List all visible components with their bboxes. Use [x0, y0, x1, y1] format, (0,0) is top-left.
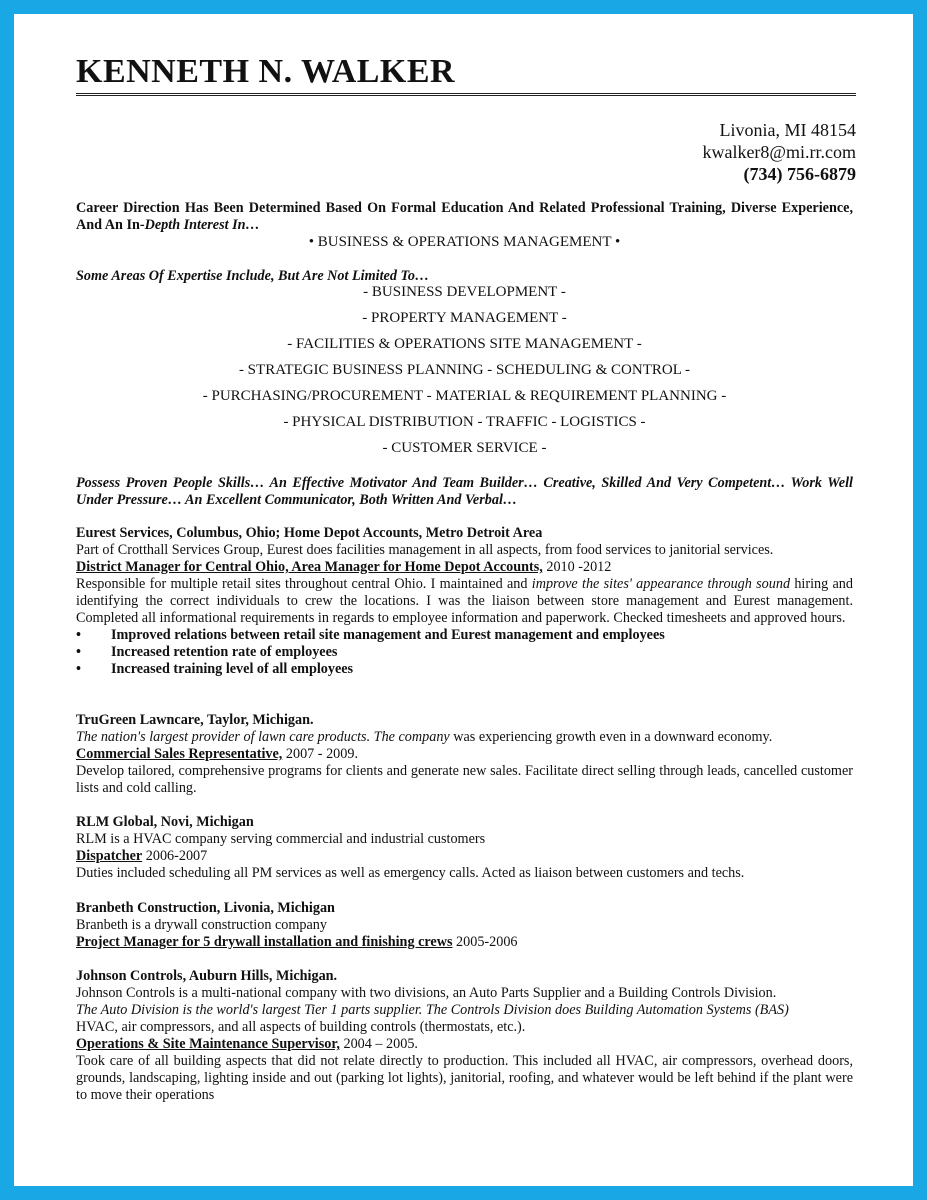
- job-johnson: [76, 968, 853, 1104]
- job-duties-italic: improve the sites' appearance through sound: [531, 576, 791, 592]
- job-dates: 2010 -2012: [542, 559, 612, 575]
- job-dates: 2004 – 2005.: [339, 1036, 418, 1052]
- expertise-item: - PURCHASING/PROCUREMENT - MATERIAL & REQUIREMENT PLANNING -: [202, 388, 727, 404]
- job-duties-text: Responsible for multiple retail sites throughout central Ohio. I maintained and: [76, 576, 532, 592]
- job-description-italic: The Auto Division is the world's largest Tier 1 parts supplier. The Controls Division does Building Automation Systems (BAS): [76, 1002, 789, 1018]
- job-duties: Develop tailored, comprehensive programs for clients and generate new sales. Facilitate direct selling through leads, cancelled customer lists and cold calling.: [76, 763, 853, 796]
- page-frame: [14, 14, 913, 1186]
- achievement-item: • Increased retention rate of employees: [76, 644, 853, 661]
- expertise-item: - CUSTOMER SERVICE -: [382, 440, 547, 456]
- job-trugreen: [76, 712, 853, 797]
- job-title-line: [76, 1036, 853, 1053]
- job-title: Commercial Sales Representative,: [76, 746, 283, 762]
- expertise-list: [76, 279, 853, 461]
- job-title-line: [76, 934, 853, 951]
- job-description: Part of Crotthall Services Group, Eurest does facilities management in all aspects, from food services to janitorial services.: [76, 542, 774, 558]
- job-duties: Took care of all building aspects that did not relate directly to production. This included all HVAC, air compressors, overhead doors, grounds, landscaping, lighting inside and out (parking lot lights), janitorial, roofing, and whatever would be left behind if the plant were to move their operations: [76, 1053, 853, 1103]
- job-title: District Manager for Central Ohio, Area Manager for Home Depot Accounts,: [76, 559, 543, 575]
- resume-page: [14, 14, 913, 1186]
- job-company: Johnson Controls, Auburn Hills, Michigan.: [76, 968, 338, 984]
- job-eurest: [76, 525, 853, 678]
- job-title: Project Manager for 5 drywall installation and finishing crews: [76, 934, 453, 950]
- job-duties: Duties included scheduling all PM services as well as emergency calls. Acted as liaison between customers and techs.: [76, 865, 745, 881]
- job-dates: 2005-2006: [452, 934, 518, 950]
- job-title-line: [76, 746, 853, 763]
- job-description: Johnson Controls is a multi-national company with two divisions, an Auto Parts Supplier and a Building Controls Division.: [76, 985, 777, 1001]
- achievement-item: • Improved relations between retail site management and Eurest management and employees: [76, 627, 853, 644]
- job-dates: 2007 - 2009.: [282, 746, 358, 762]
- job-achievements: [76, 627, 853, 678]
- job-duties: [76, 576, 853, 627]
- objective-focus: • BUSINESS & OPERATIONS MANAGEMENT •: [308, 234, 621, 250]
- job-duties-text-cont: hiring and identifying the correct individuals to crew the locations. I was the liaison between store management and Eurest management. Completed all informational requirements in regards to employee information and paperwork. Checked timesheets and approved hours.: [76, 576, 853, 626]
- job-company: Branbeth Construction, Livonia, Michigan: [76, 900, 335, 916]
- job-description-cont: HVAC, air compressors, and all aspects of building controls (thermostats, etc.).: [76, 1019, 526, 1035]
- expertise-item: - FACILITIES & OPERATIONS SITE MANAGEMENT -: [287, 336, 642, 352]
- contact-email[interactable]: kwalker8@mi.rr.com: [702, 142, 856, 162]
- objective-statement: [76, 200, 853, 234]
- expertise-item: - STRATEGIC BUSINESS PLANNING - SCHEDULING & CONTROL -: [238, 362, 691, 378]
- expertise-intro: Some Areas Of Expertise Include, But Are Not Limited To…: [76, 268, 430, 284]
- objective-line: Career Direction Has Been Determined Based On Formal Education And Related Professional Training, Diverse Experience, And An In-: [76, 200, 853, 233]
- job-dates: 2006-2007: [142, 848, 208, 864]
- job-description: Branbeth is a drywall construction company: [76, 917, 327, 933]
- job-company: TruGreen Lawncare, Taylor, Michigan.: [76, 712, 314, 728]
- job-rlm: [76, 814, 853, 882]
- skills-summary: Possess Proven People Skills… An Effective Motivator And Team Builder… Creative, Skilled And Very Competent… Work Well Under Pressure… An Excellent Communicator, Both Written And Verbal…: [76, 475, 853, 508]
- expertise-item: - PROPERTY MANAGEMENT -: [362, 310, 567, 326]
- expertise-item: - PHYSICAL DISTRIBUTION - TRAFFIC - LOGISTICS -: [283, 414, 646, 430]
- job-title-line: [76, 848, 853, 865]
- header-rule: [76, 93, 856, 98]
- job-branbeth: [76, 900, 853, 951]
- contact-phone: (734) 756-6879: [743, 164, 856, 184]
- job-description: [76, 729, 853, 746]
- job-description-text: was experiencing growth even in a downward economy.: [449, 729, 773, 745]
- candidate-name: KENNETH N. WALKER: [76, 53, 456, 90]
- contact-city: Livonia, MI 48154: [719, 120, 856, 140]
- job-title: Operations & Site Maintenance Supervisor,: [76, 1036, 340, 1052]
- expertise-item: - BUSINESS DEVELOPMENT -: [363, 284, 566, 300]
- job-title: Dispatcher: [76, 848, 143, 864]
- job-description: RLM is a HVAC company serving commercial and industrial customers: [76, 831, 486, 847]
- objective-line-italic: Depth Interest In…: [144, 217, 260, 233]
- job-company: Eurest Services, Columbus, Ohio; Home Depot Accounts, Metro Detroit Area: [76, 525, 543, 541]
- job-title-line: [76, 559, 853, 576]
- job-company: RLM Global, Novi, Michigan: [76, 814, 254, 830]
- job-description-italic: The nation's largest provider of lawn care products. The company: [76, 729, 450, 745]
- achievement-item: • Increased training level of all employees: [76, 661, 853, 678]
- contact-block: [702, 119, 856, 185]
